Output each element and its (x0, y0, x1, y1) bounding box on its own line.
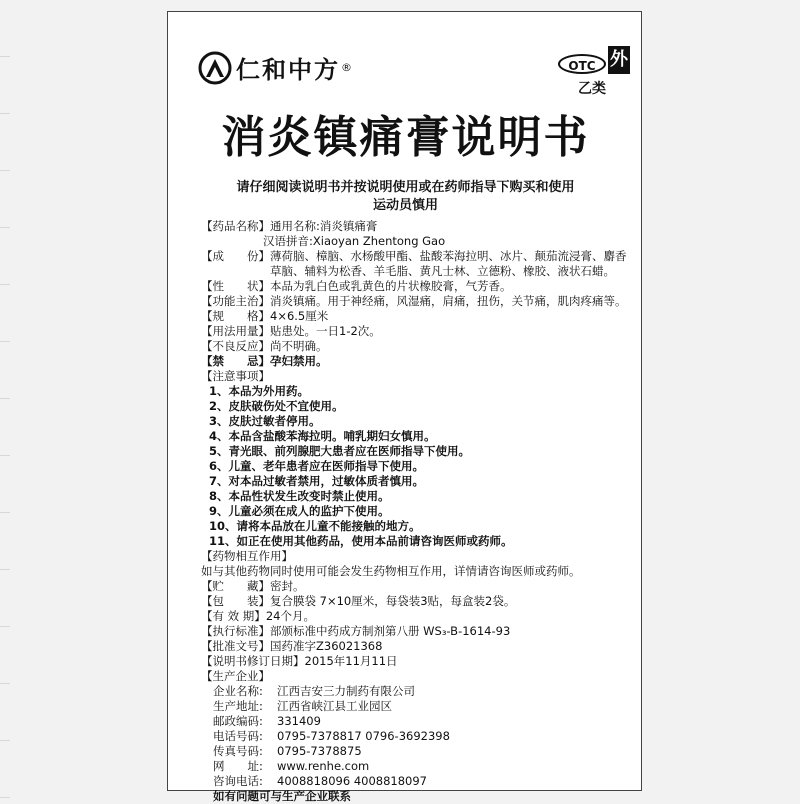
field-label: 【禁 忌】 (201, 354, 270, 368)
leaflet-content (201, 219, 631, 804)
field-value: 部颁标准中药成方制剂第八册 WS₃-B-1614-93 (270, 624, 511, 638)
field-label: 【贮 藏】 (201, 579, 270, 593)
field-value-pinyin: 汉语拼音:Xiaoyan Zhentong Gao (263, 234, 446, 248)
field-value: 2015年11月11日 (304, 654, 398, 668)
field-label: 【功能主治】 (201, 294, 270, 308)
otc-badge: OTC (558, 54, 606, 74)
field-row-specification (201, 309, 631, 324)
interactions-label: 【药物相互作用】 (201, 549, 293, 563)
field-row-name (201, 219, 631, 234)
field-label: 【包 装】 (201, 594, 270, 608)
field-label: 【不良反应】 (201, 339, 270, 353)
leaflet-sheet (167, 11, 642, 803)
field-row-ingredients (201, 249, 631, 279)
company-row (213, 684, 631, 699)
company-value: 江西省峡江县工业园区 (277, 699, 392, 713)
precaution-item: 2、皮肤破伤处不宜使用。 (209, 399, 344, 413)
brand-logo (198, 50, 352, 85)
company-value: 331409 (277, 714, 321, 728)
precautions-label: 【注意事项】 (201, 369, 270, 383)
field-value: 贴患处。一日1-2次。 (270, 324, 381, 338)
field-row-approval (201, 639, 631, 654)
company-row (213, 744, 631, 759)
field-row-indications (201, 294, 631, 309)
field-value: 薄荷脑、樟脑、水杨酸甲酯、盐酸苯海拉明、冰片、颠茄流浸膏、麝香草脑、辅料为松香、羊毛脂、黄凡士林、立德粉、橡胶、液状石蜡。 (270, 249, 627, 278)
document-title: 消炎镇痛膏说明书 (221, 112, 590, 163)
precaution-item: 6、儿童、老年患者应在医师指导下使用。 (209, 459, 424, 473)
company-key: 传真号码: (213, 744, 263, 758)
company-value: 江西吉安三力制药有限公司 (277, 684, 415, 698)
company-value: www.renhe.com (277, 759, 370, 773)
contact-note: 如有问题可与生产企业联系 (213, 789, 351, 803)
precaution-item: 1、本品为外用药。 (209, 384, 310, 398)
instruction-line: 运动员慎用 (372, 198, 438, 213)
field-label: 【药品名称】 (201, 219, 270, 233)
field-value: 密封。 (270, 579, 305, 593)
company-key: 生产地址: (213, 699, 263, 713)
company-value: 0795-7378817 0796-3692398 (277, 729, 450, 743)
company-key: 企业名称: (213, 684, 263, 698)
field-value: 孕妇禁用。 (270, 354, 328, 368)
otc-category: 乙类 (578, 81, 606, 97)
company-value: 4008818096 4008818097 (277, 774, 427, 788)
company-row (213, 699, 631, 714)
company-value: 0795-7378875 (277, 744, 362, 758)
field-row-package (201, 594, 631, 609)
background-edge (0, 0, 10, 800)
field-row-revision-date (201, 654, 631, 669)
company-row (213, 774, 631, 789)
field-row-standard (201, 624, 631, 639)
precaution-item: 4、本品含盐酸苯海拉明。哺乳期妇女慎用。 (209, 429, 436, 443)
company-key: 电话号码: (213, 729, 263, 743)
instructions (168, 179, 643, 215)
company-label: 【生产企业】 (201, 669, 270, 683)
company-row (213, 759, 631, 774)
field-label: 【执行标准】 (201, 624, 270, 638)
registered-mark: ® (341, 61, 352, 74)
field-value: 4×6.5厘米 (270, 309, 329, 323)
field-label: 【成 份】 (201, 249, 270, 263)
field-value: 本品为乳白色或乳黄色的片状橡胶膏，气芳香。 (270, 279, 512, 293)
field-value: 消炎镇痛。用于神经痛，风湿痛，肩痛，扭伤，关节痛，肌肉疼痛等。 (270, 294, 627, 308)
company-row (213, 729, 631, 744)
interactions-text: 如与其他药物同时使用可能会发生药物相互作用，详情请咨询医师或药师。 (201, 564, 581, 578)
company-row (213, 714, 631, 729)
field-value: 尚不明确。 (270, 339, 328, 353)
field-row-contraindications (201, 354, 631, 369)
precaution-item: 7、对本品过敏者禁用，过敏体质者慎用。 (209, 474, 424, 488)
precaution-item: 11、如正在使用其他药品，使用本品前请咨询医师或药师。 (209, 534, 513, 548)
field-row-appearance (201, 279, 631, 294)
company-key: 咨询电话: (213, 774, 263, 788)
company-details (201, 684, 631, 789)
brand-mark-icon (198, 51, 232, 85)
field-row-storage (201, 579, 631, 594)
precaution-item: 5、青光眼、前列腺肥大患者应在医师指导下使用。 (209, 444, 470, 458)
field-label: 【说明书修订日期】 (201, 654, 305, 668)
instruction-line: 请仔细阅读说明书并按说明使用或在药师指导下购买和使用 (236, 180, 575, 195)
field-row-expiry (201, 609, 631, 624)
field-label: 【规 格】 (201, 309, 270, 323)
field-row-dosage (201, 324, 631, 339)
precaution-item: 10、请将本品放在儿童不能接触的地方。 (209, 519, 421, 533)
precaution-item: 3、皮肤过敏者停用。 (209, 414, 321, 428)
brand-name: 仁和中方 (236, 56, 340, 84)
field-value: 24个月。 (265, 609, 315, 623)
precaution-item: 9、儿童必须在成人的监护下使用。 (209, 504, 390, 518)
field-label: 【有 效 期】 (201, 609, 266, 623)
company-key: 邮政编码: (213, 714, 263, 728)
field-row-adverse (201, 339, 631, 354)
company-key: 网 址: (213, 759, 263, 773)
field-label: 【性 状】 (201, 279, 270, 293)
external-use-badge: 外 (608, 46, 630, 74)
field-label: 【用法用量】 (201, 324, 270, 338)
precaution-item: 8、本品性状发生改变时禁止使用。 (209, 489, 390, 503)
field-label: 【批准文号】 (201, 639, 270, 653)
field-value: 国药准字Z36021368 (270, 639, 383, 653)
field-value: 复合膜袋 7×10厘米，每袋装3贴，每盒装2袋。 (270, 594, 516, 608)
field-value: 通用名称:消炎镇痛膏 (270, 219, 378, 233)
